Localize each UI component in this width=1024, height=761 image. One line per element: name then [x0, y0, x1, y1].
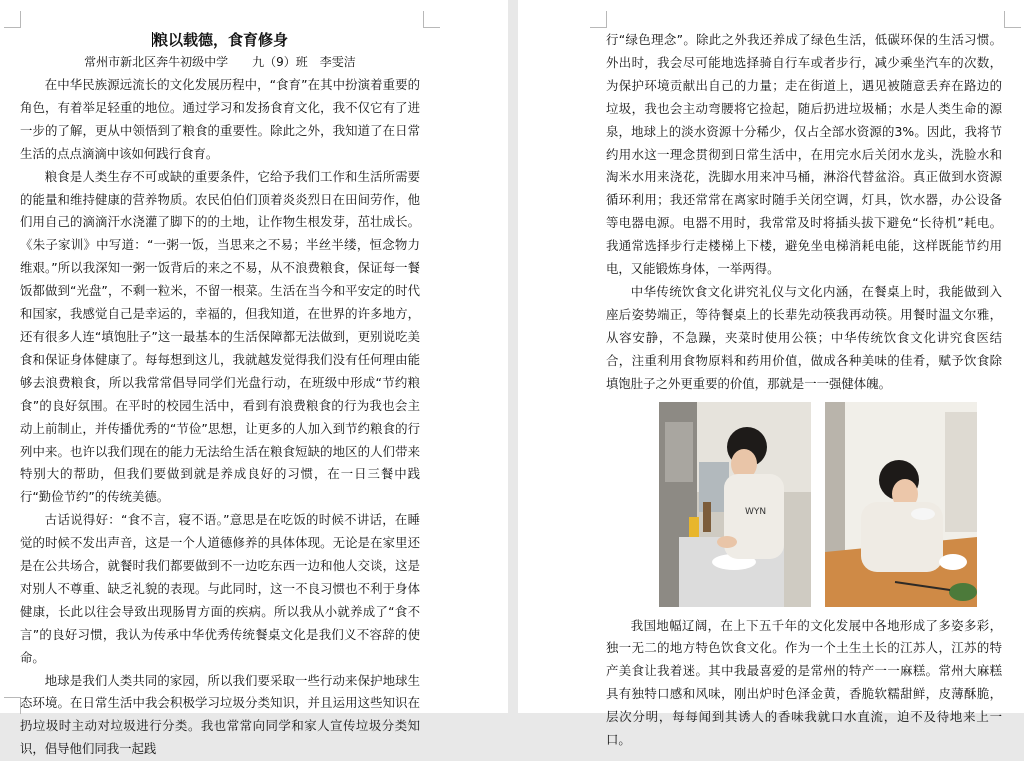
- paragraph: 中华传统饮食文化讲究礼仪与文化内涵，在餐桌上时，我能做到入座后姿势端正，等待餐桌上的长辈先动筷我再动筷。用餐时温文尔雅，从容安静，不急躁，夹菜时使用公筷；中华传统饮食文化讲究食医结合，注重利用食物原料和药用价值，做成各种美味的佳肴，赋予饮食除填饱肚子之外更重要的价值，那就是一一强健体魄。: [606, 283, 1002, 391]
- page-gap: [508, 0, 518, 713]
- margin-corner-mark: [1004, 11, 1021, 28]
- photo-row: [648, 402, 988, 607]
- paragraph: 地球是我们人类共同的家园，所以我们要采取一些行动来保护地球生态环境。在日常生活中我会积极学习垃圾分类知识，并且运用这些知识在扔垃圾时主动对垃圾进行分类。我也常常向同学和家人宣传垃圾分类知识，倡导他们同我一起践: [20, 672, 420, 757]
- svg-text:WYN: WYN: [745, 506, 767, 517]
- photo-washing-dishes: [659, 402, 811, 607]
- paragraph: 在中华民族源远流长的文化发展历程中，“食育”在其中扮演着重要的角色，有着举足轻重的地位。通过学习和发扬食育文化，我不仅它有了进一步的了解，更从中领悟到了粮食的重要性。除此之外，我知道了在日常生活的点点滴滴中该如何践行食育。: [20, 77, 420, 161]
- margin-corner-mark: [4, 697, 21, 714]
- margin-corner-mark: [423, 11, 440, 28]
- right-page-text[interactable]: [606, 29, 1002, 752]
- paragraph: 行“绿色理念”。除此之外我还养成了绿色生活，低碳环保的生活习惯。外出时，我会尽可能地选择骑自行车或者步行，减少乘坐汽车的次数，为保护环境贡献出自己的力量；走在街道上，遇见被随意丢弃在路边的垃圾，我也会主动弯腰将它捡起，随后扔进垃圾桶；水是人类生命的源泉，地球上的淡水资源十分稀少，仅占全部水资源的3%。因此，我将节约用水这一理念贯彻到日常生活中，在用完水后关闭水龙头，洗脸水和淘米水用来浇花，洗脚水用来冲马桶，淋浴代替盆浴。真正做到水资源循环利用；我还常常在离家时随手关闭空调，灯具，饮水器，办公设备等电器电源。电器不用时，我常常及时将插头拔下避免“长待机”耗电。我通常选择步行走楼梯上下楼，避免坐电梯消耗电能，这样既能节约用电，又能锻炼身体，一举两得。: [606, 32, 1002, 277]
- margin-corner-mark: [590, 11, 607, 28]
- paragraph: 粮食是人类生存不可或缺的重要条件，它给予我们工作和生活所需要的能量和维持健康的营养物质。农民伯伯们顶着炎炎烈日在田间劳作，他们用自己的滴滴汗水浇灌了脚下的的土地，让作物生根发芽，茁壮成长。《朱子家训》中写道：“一粥一饭，当思来之不易；半丝半缕，恒念物力维艰。”所以我深知一粥一饭背后的来之不易，从不浪费粮食，保证每一餐饭都做到“光盘”，不剩一粒米，不留一根菜。生活在当今和平安定的时代和国家，我感觉自己是幸运的，幸福的，但我知道，在世界的许多地方，还有很多人连“填饱肚子”这一最基本的生活保障都无法做到，更别说吃美食和保证身体健康了。每每想到这儿，我就越发觉得我们没有任何理由能够去浪费粮食，所以我常常倡导同学们光盘行动，在班级中形成“节约粮食”的良好氛围。在平时的校园生活中，看到有浪费粮食的行为我也会主动上前制止，并传播优秀的“节俭”思想，让更多的人加入到节约粮食的行列中来。也许以我们现在的能力无法给生活在粮食短缺的地区的人们带来特别大的帮助，但我们要做到就是养成良好的习惯，在一日三餐中践行“勤俭节约”的传统美德。: [20, 168, 420, 505]
- article-title: 粮以载德，食育修身: [152, 31, 288, 49]
- article-title-row: [20, 29, 420, 51]
- article-byline: 常州市新北区奔牛初级中学 九（9）班 李雯洁: [84, 55, 356, 69]
- left-page-text[interactable]: [20, 29, 420, 761]
- document-page-left: [0, 0, 508, 757]
- margin-corner-mark: [4, 11, 21, 28]
- photo-eating-meal: [825, 402, 977, 607]
- paragraph: 我国地幅辽阔，在上下五千年的文化发展中各地形成了多姿多彩，独一无二的地方特色饮食文化。作为一个土生土长的江苏人，江苏的特产美食让我着迷。其中我最喜爱的是常州的特产一一麻糕。常州大麻糕具有独特口感和风味，刚出炉时色泽金黄，香脆软糯甜鲜，皮薄酥脆，层次分明，每每闻到其诱人的香味我就口水直流，迫不及待地来上一口。: [606, 617, 1002, 748]
- paragraph: 古话说得好：“食不言，寝不语。”意思是在吃饭的时候不讲话，在睡觉的时候不发出声音，这是一个人道德修养的具体体现。无论是在家里还是在公共场合，就餐时我们都要做到不一边吃东西一边和他人交谈，这是对别人不尊重、缺乏礼貌的表现。与此同时，这一不良习惯也不利于身体健康，长此以往会导致出现肠胃方面的疾病。所以我从小就养成了“食不言”的良好习惯，我认为传承中华优秀传统餐桌文化是我们义不容辞的使命。: [20, 512, 420, 665]
- document-page-right: [518, 0, 1024, 748]
